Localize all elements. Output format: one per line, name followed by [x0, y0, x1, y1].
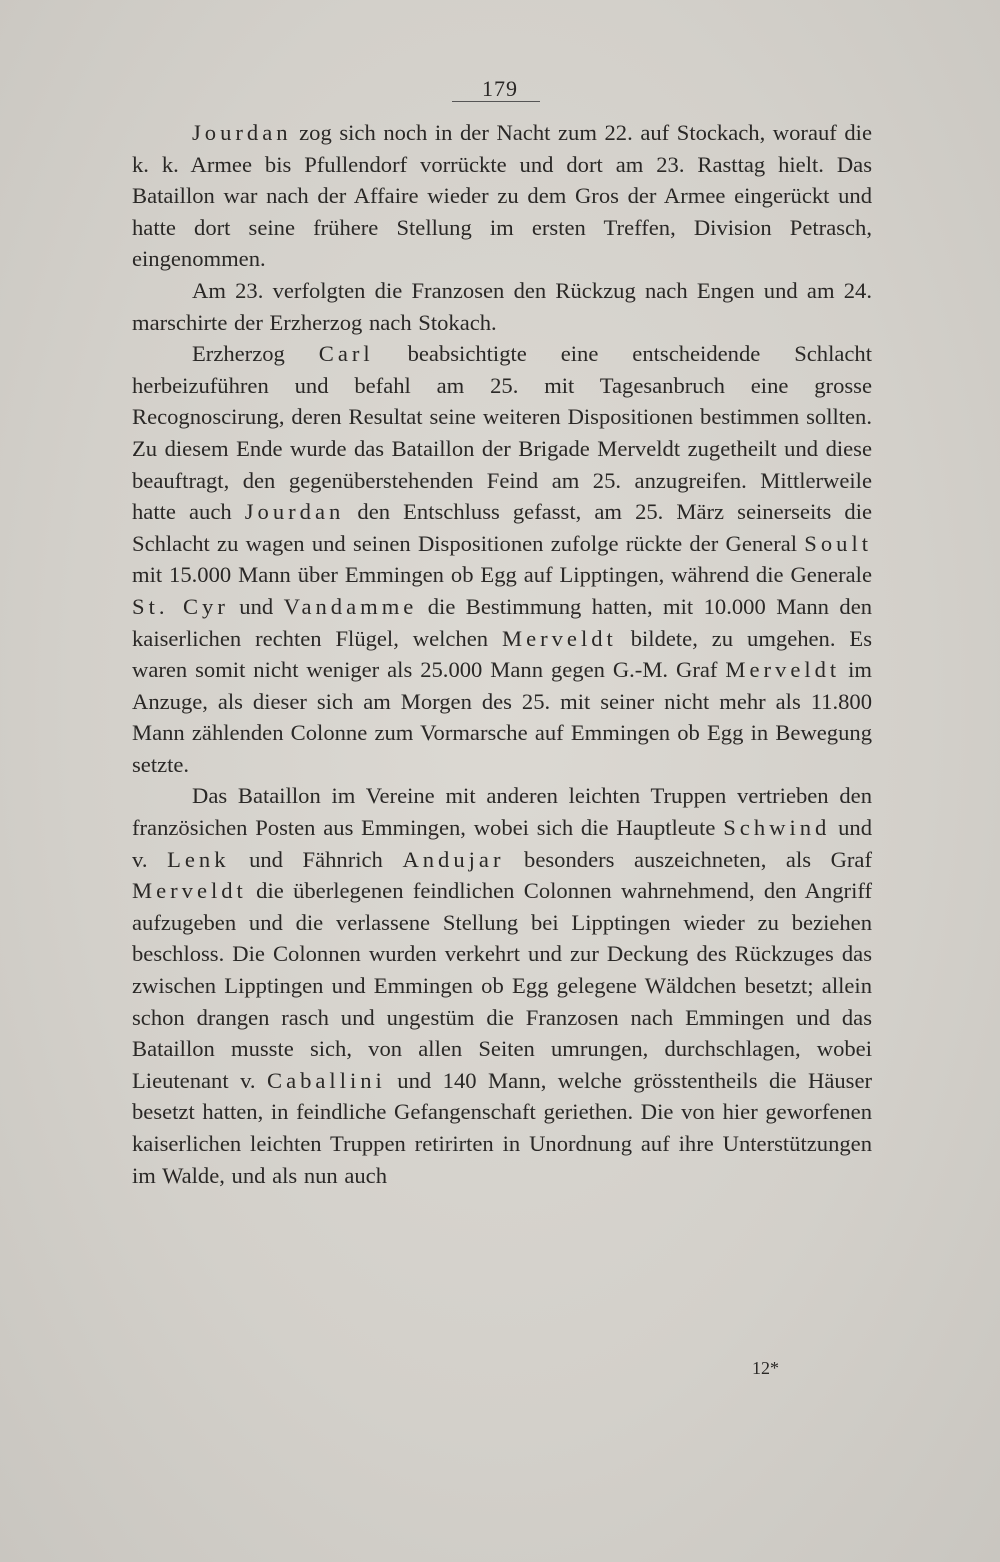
spaced-name: Merveldt	[725, 657, 841, 683]
paragraph	[132, 275, 872, 338]
signature-mark: 12*	[752, 1358, 779, 1378]
text-run: im Anzuge, als dieser sich am Morgen des 25. mit seiner nicht mehr als 11.800 Mann zählenden Colonne zum Vormarsche auf Emmingen ob Egg in Bewegung setzte.	[132, 657, 873, 777]
text-run: beabsichtigte eine entscheidende Schlacht herbeizuführen und befahl am 25. mit Tagesanbruch eine grosse Recognoscirung, deren Resultat seine weiteren Dispositionen bestimmen sollten. Zu diesem Ende wurde das Bataillon der Brigade Merveldt zugetheilt und diese beauftragt, den gegenüberstehenden Feind am 25. anzugreifen. Mittlerweile hatte auch	[132, 341, 872, 525]
text-run: zog sich noch in der Nacht zum 22. auf Stockach, worauf die k. k. Armee bis Pfullendorf vorrückte und dort am 23. Rasttag hielt. Das Bataillon war nach der Affaire wieder zu dem Gros der Armee eingerückt und hatte dort seine frühere Stellung im ersten Treffen, Division Petrasch, eingenommen.	[132, 120, 872, 272]
spaced-name: Lenk	[167, 846, 230, 872]
spaced-name: Jourdan	[192, 120, 292, 145]
text-run: Am 23. verfolgten die Franzosen den Rückzug nach Engen und am 24. marschirte der Erzherzog nach Stokach.	[132, 277, 872, 335]
spaced-name: Merveldt	[501, 625, 617, 651]
spaced-name: Vandamme	[283, 593, 418, 619]
text-run: und v.	[132, 815, 872, 872]
paragraph	[132, 780, 872, 1191]
text-run: die überlegenen feindlichen Colonnen wahrnehmend, den Angriff aufzugeben und die verlassene Stellung bei Lipptingen wieder zu beziehen beschloss. Die Colonnen wurden verkehrt und zur Deckung des Rückzuges das zwischen Lipptingen und Emmingen ob Egg gelegene Wäldchen besetzt; allein schon drangen rasch und ungestüm die Franzosen nach Emmingen und das Bataillon musste sich, von allen Seiten umrungen, durchschlagen, wobei Lieutenant v.	[132, 878, 872, 1093]
text-run: die Bestimmung hatten, mit 10.000 Mann den kaiserlichen rechten Flügel, welchen	[132, 593, 873, 651]
body-text	[132, 117, 872, 1191]
spaced-name: Andujar	[402, 846, 505, 872]
text-run: mit 15.000 Mann über Emmingen ob Egg auf Lipptingen, während die Generale	[132, 562, 872, 588]
text-run: bildete, zu umgehen. Es waren somit nicht weniger als 25.000 Mann gegen G.-M. Graf	[132, 625, 873, 683]
text-run: besonders auszeichneten, als Graf	[504, 846, 872, 872]
spaced-name: Merveldt	[132, 878, 247, 904]
text-run: und 140 Mann, welche grösstentheils die Häuser besetzt hatten, in feindliche Gefangenschaft geriethen. Die von hier geworfenen kaiserlichen leichten Truppen retirirten in Unordnung auf ihre Unterstützungen im Walde, und als nun auch	[132, 1067, 872, 1188]
spaced-name: St. Cyr	[132, 593, 229, 619]
text-run: und	[228, 593, 284, 619]
text-run: Das Bataillon im Vereine mit anderen leichten Truppen vertrieben den französichen Posten aus Emmingen, wobei sich die Hauptleute	[132, 783, 872, 841]
paragraph	[132, 117, 872, 275]
page-number: 179	[482, 76, 518, 101]
text-run: und Fähnrich	[229, 846, 403, 872]
spaced-name: Jourdan	[244, 499, 345, 525]
spaced-name: Carl	[318, 341, 374, 367]
spaced-name: Soult	[804, 530, 872, 556]
paragraph	[132, 338, 872, 780]
text-run: den Entschluss gefasst, am 25. März seinerseits die Schlacht zu wagen und seinen Dispositionen zufolge rückte der General	[132, 499, 872, 556]
header-rule	[452, 101, 540, 102]
spaced-name: Caballini	[267, 1067, 386, 1093]
text-run: Erzherzog	[192, 341, 319, 367]
spaced-name: Schwind	[723, 815, 831, 841]
